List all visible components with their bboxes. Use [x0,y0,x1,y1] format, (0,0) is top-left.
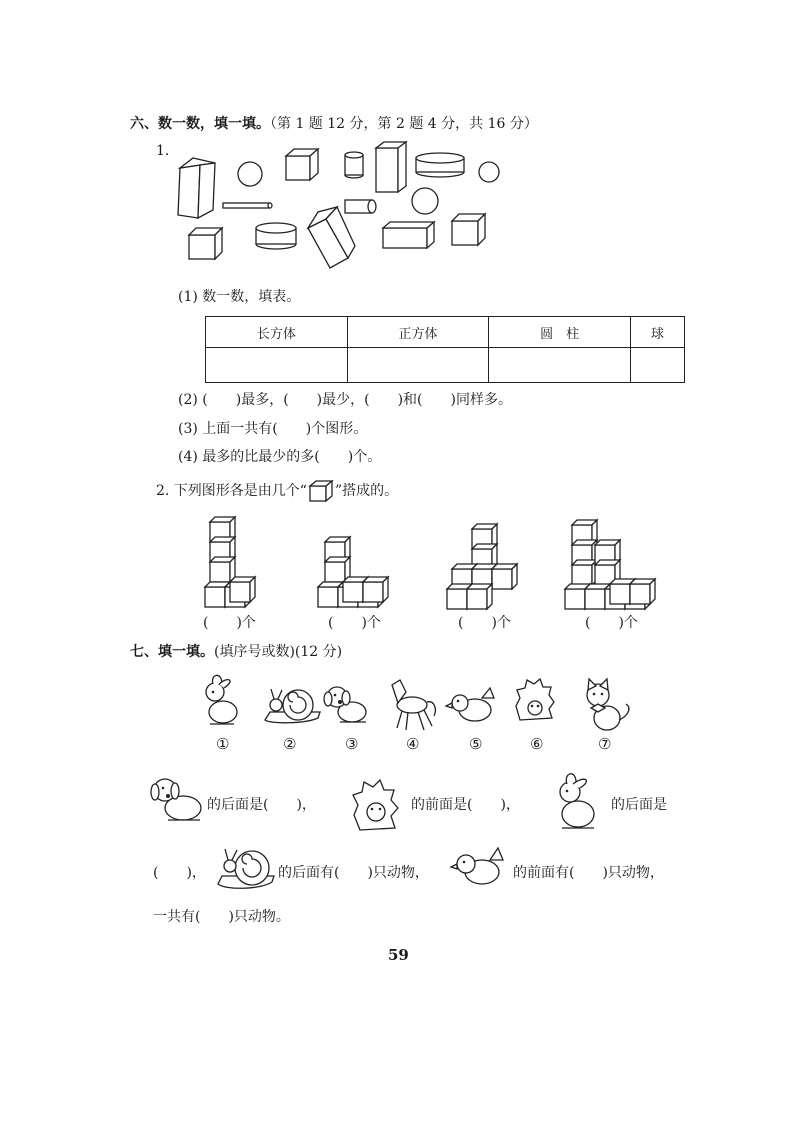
header-sphere: 球 [630,317,684,348]
header-cube: 正方体 [347,317,489,348]
animal-label-1: ① [216,735,230,753]
sentence1-part-c: 的后面是 [611,797,667,813]
header-cuboid: 长方体 [206,317,348,348]
section6-score: （第 1 题 12 分，第 2 题 4 分，共 16 分） [270,116,538,132]
rabbit-icon [560,774,594,828]
animal-label-3: ③ [345,735,359,753]
q1-sub1: (1) 数一数，填表。 [178,289,301,305]
header-cylinder: 圆 柱 [489,317,631,348]
sentence3: 一共有( )只动物。 [153,909,290,925]
dog-icon [151,779,201,820]
animal-label-6: ⑥ [530,735,544,753]
sentence1-part-b: 的前面是( )， [411,797,520,813]
q2-prefix: 2. 下列图形各是由几个“ [156,483,307,499]
q1-sub4: (4) 最多的比最少的多( )个。 [178,449,382,465]
bird-icon [451,848,503,884]
q2-suffix: ”搭成的。 [334,483,399,499]
animal-label-2: ② [283,735,297,753]
page-number: 59 [388,946,409,964]
q1-number: 1. [156,143,170,159]
animal-label-5: ⑤ [469,735,483,753]
section6-title: 六、数一数，填一填。 [130,116,270,132]
stack-2-answer: ( )个 [328,615,381,631]
snail-icon [218,849,274,888]
animal-label-7: ⑦ [598,735,612,753]
sentence2-part-b: 的后面有( )只动物， [278,865,429,881]
q1-sub3: (3) 上面一共有( )个图形。 [178,421,368,437]
stack-4-answer: ( )个 [585,615,638,631]
sentence1-part-a: 的后面是( )， [207,797,316,813]
section7-score: (填序号或数)(12 分) [214,644,343,660]
sentence2-part-a: ( )， [153,865,206,881]
animal-label-4: ④ [406,735,420,753]
stack-3-answer: ( )个 [458,615,511,631]
q1-sub2: (2) ( )最多，( )最少，( )和( )同样多。 [178,392,512,408]
sentence2-part-c: 的前面有( )只动物， [513,865,664,881]
hedgehog-icon [353,780,398,830]
section7-title: 七、填一填。 [130,644,214,660]
stack-1-answer: ( )个 [203,615,256,631]
